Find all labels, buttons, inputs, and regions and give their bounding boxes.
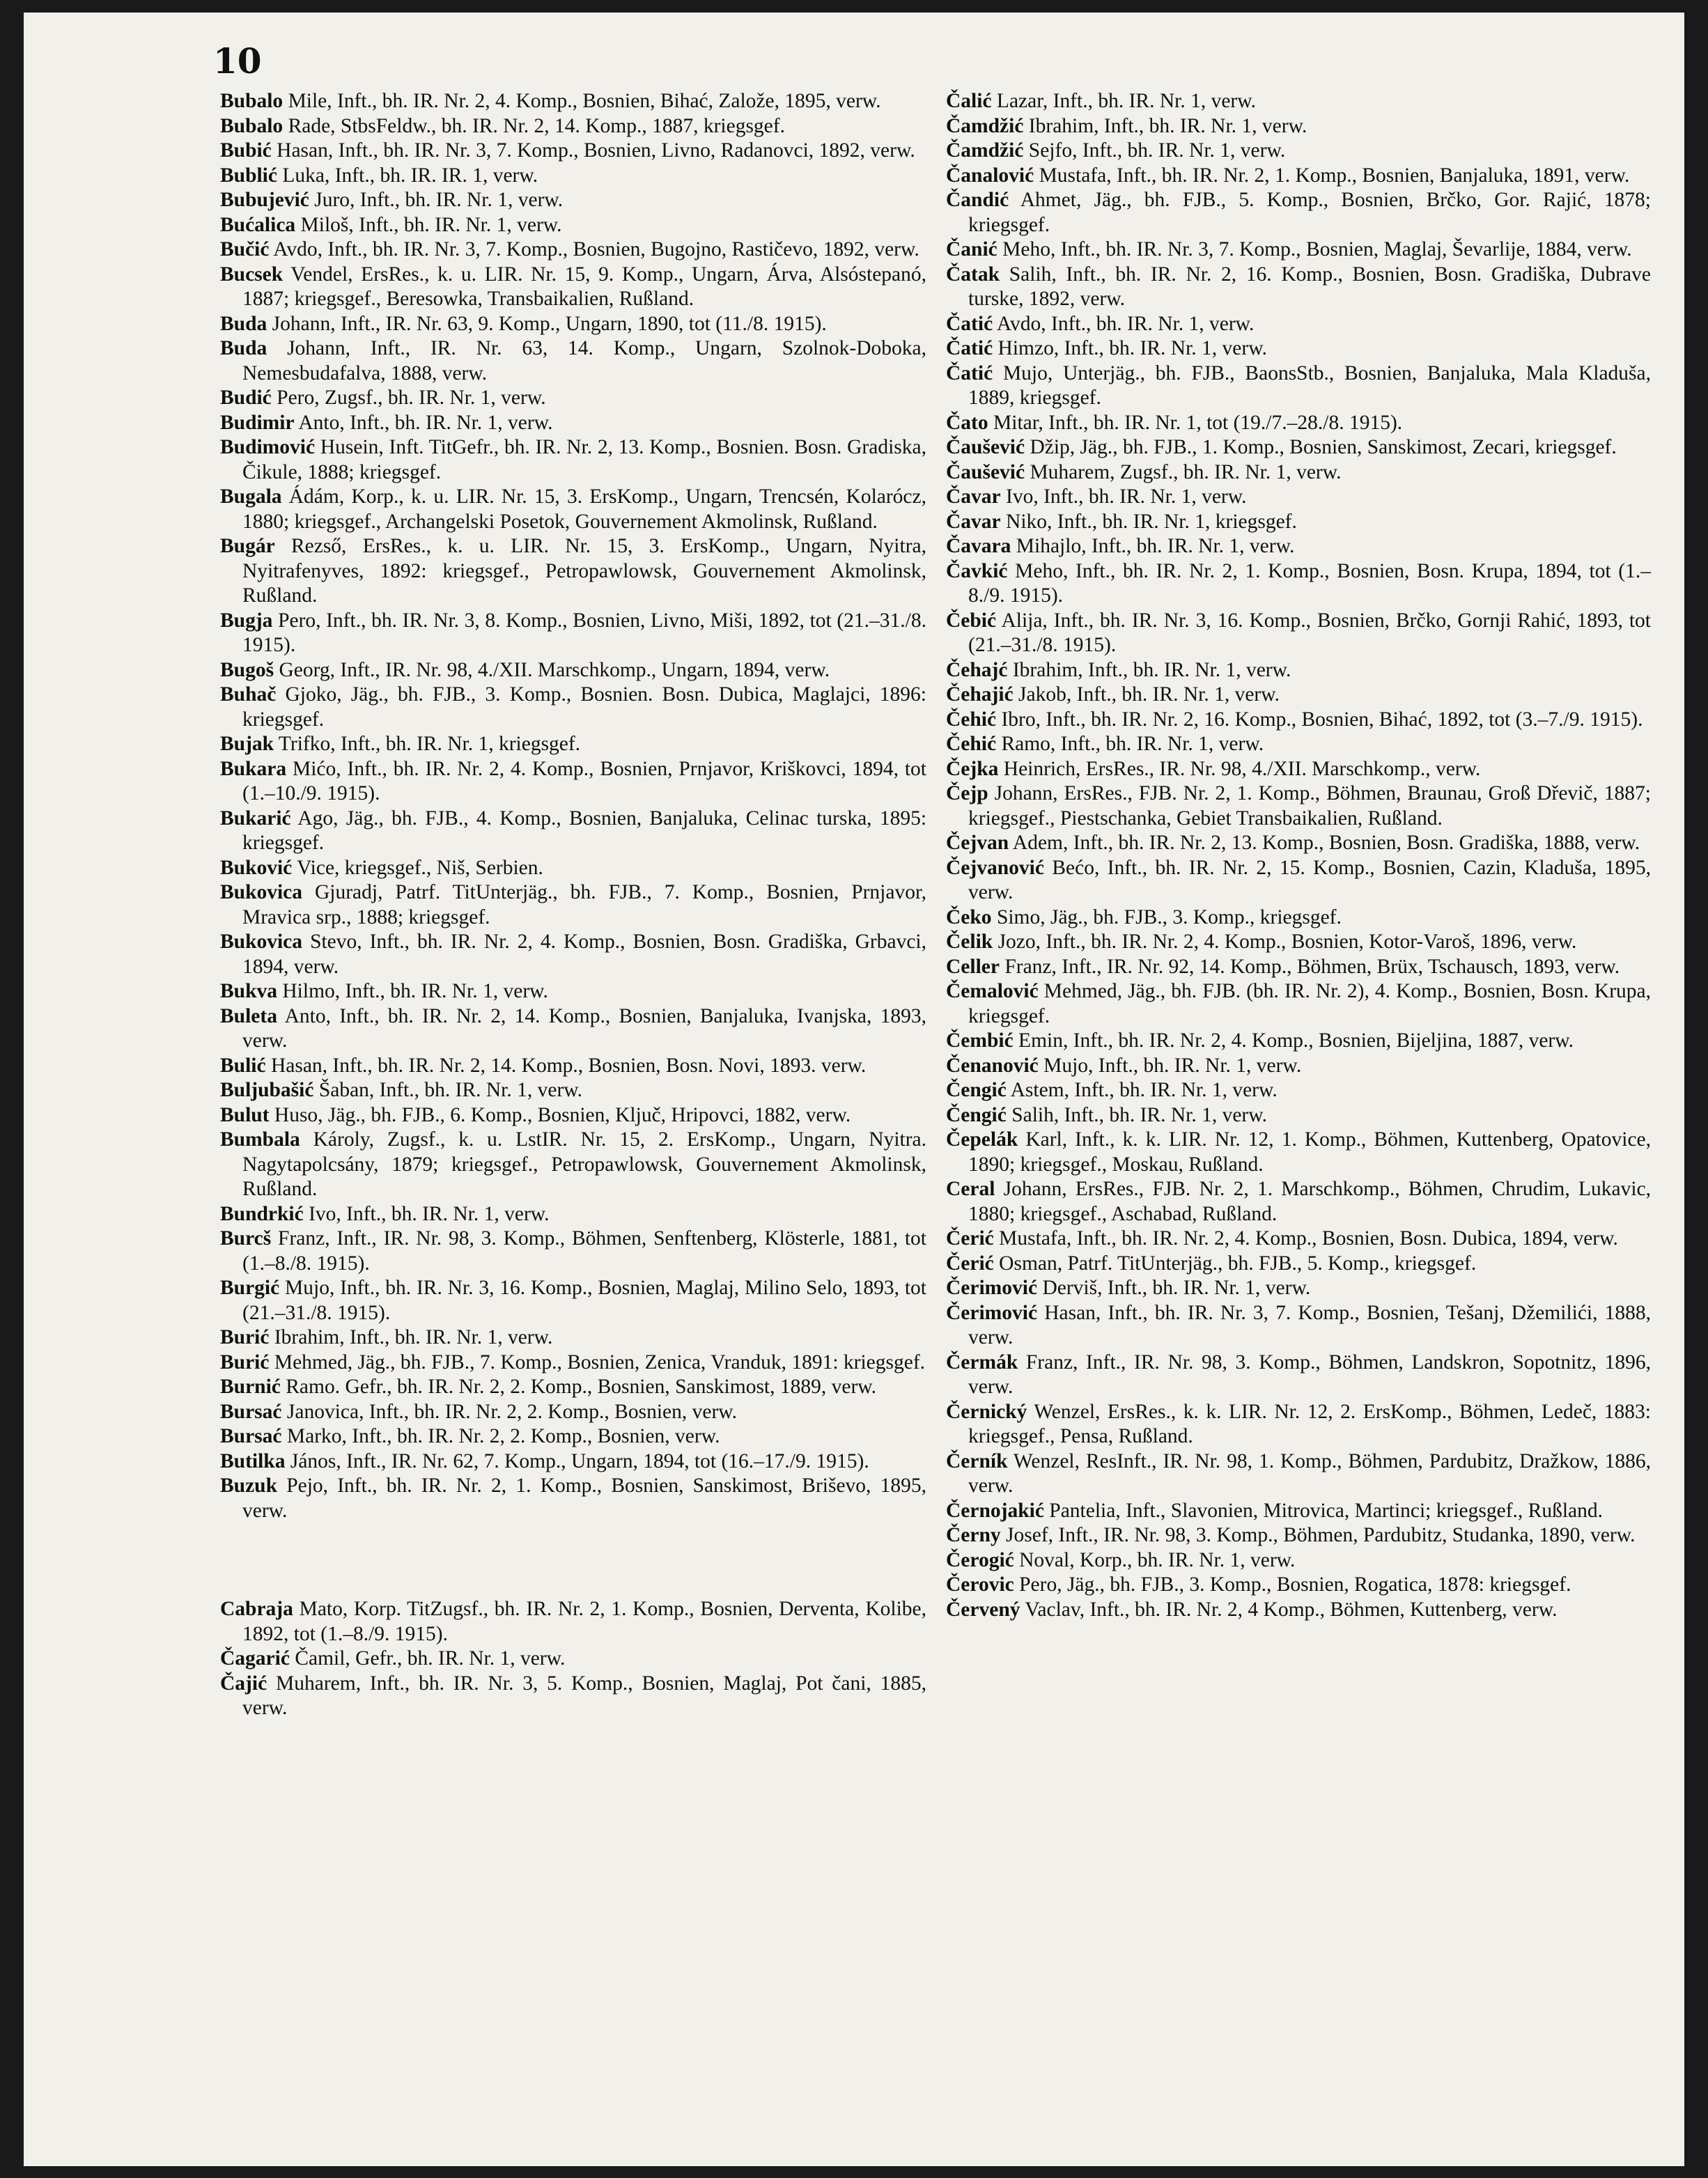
register-entry — [946, 1103, 1651, 1128]
entry-surname: Bugala — [220, 485, 282, 508]
entry-surname: Čebić — [946, 609, 997, 632]
register-entry — [220, 1375, 926, 1400]
entry-details: Vaclav, Inft., bh. IR. Nr. 2, 4 Komp., Böhmen, Kuttenberg, verw. — [1025, 1598, 1558, 1621]
entry-details: Rezső, ErsRes., k. u. LIR. Nr. 15, 3. ErsKomp., Ungarn, Nyitra, Nyitrafenyves, 1892: kriegsgef., Petropawlowsk, Gouvernement Akmolinsk, Rußland. — [242, 535, 926, 607]
entry-details: Ibrahim, Inft., bh. IR. Nr. 1, verw. — [1028, 114, 1307, 137]
entry-surname: Buzuk — [220, 1475, 277, 1497]
register-entry — [946, 238, 1651, 263]
entry-surname: Čejvan — [946, 832, 1009, 854]
entry-surname: Čatić — [946, 337, 993, 359]
register-entry — [220, 188, 926, 213]
register-entry — [946, 435, 1651, 460]
entry-surname: Bukarić — [220, 807, 291, 830]
register-entry — [946, 1054, 1651, 1079]
entry-details: Mićo, Inft., bh. IR. Nr. 2, 4. Komp., Bosnien, Prnjavor, Kriškovci, 1894, tot (1.–10./9. 1915). — [242, 757, 926, 804]
entry-details: Ago, Jäg., bh. FJB., 4. Komp., Bosnien, Banjaluka, Celinac turska, 1895: kriegsgef. — [242, 807, 927, 854]
register-entry — [220, 485, 926, 534]
entry-details: Ivo, Inft., bh. IR. Nr. 1, verw. — [1006, 485, 1247, 508]
entry-details: Mehmed, Jäg., bh. FJB., 7. Komp., Bosnien, Zenica, Vranduk, 1891: kriegsgef. — [274, 1351, 926, 1374]
entry-surname: Čavara — [946, 535, 1011, 557]
register-entry — [946, 485, 1651, 510]
entry-surname: Burcš — [220, 1227, 272, 1250]
entry-details: Karl, Inft., k. k. LIR. Nr. 12, 1. Komp., Böhmen, Kuttenberg, Opatovice, 1890; kriegsgef., Moskau, Rußland. — [968, 1128, 1652, 1176]
register-entry — [220, 411, 926, 436]
register-entry — [946, 708, 1651, 733]
entry-details: Vendel, ErsRes., k. u. LIR. Nr. 15, 9. Komp., Ungarn, Árva, Alsóstepanó, 1887; kriegsgef., Beresowka, Transbaikalien, Rußland. — [242, 263, 927, 310]
register-entry — [220, 386, 926, 411]
entry-surname: Bumbala — [220, 1128, 300, 1151]
entry-details: Bećo, Inft., bh. IR. Nr. 2, 15. Komp., Bosnien, Cazin, Kladuša, 1895, verw. — [968, 856, 1651, 903]
entry-details: Muharem, Zugsf., bh. IR. Nr. 1, verw. — [1030, 460, 1342, 483]
entry-surname: Budimir — [220, 411, 295, 434]
entry-details: Hasan, Inft., bh. IR. Nr. 2, 14. Komp., Bosnien, Bosn. Novi, 1893. verw. — [270, 1054, 867, 1077]
register-entry — [220, 139, 926, 164]
entry-details: Muharem, Inft., bh. IR. Nr. 3, 5. Komp., Bosnien, Maglaj, Pot čani, 1885, verw. — [242, 1672, 927, 1719]
register-entry — [946, 781, 1651, 831]
register-entry — [220, 757, 926, 807]
entry-details: Mustafa, Inft., bh. IR. Nr. 2, 4. Komp., Bosnien, Bosn. Dubica, 1894, verw. — [999, 1227, 1618, 1250]
register-entry — [220, 1004, 926, 1054]
register-entry — [220, 1449, 926, 1475]
register-entry — [220, 1202, 926, 1227]
entry-details: Marko, Inft., bh. IR. Nr. 2, 2. Komp., Bosnien, verw. — [286, 1425, 720, 1447]
register-entry — [220, 263, 926, 312]
entry-details: Avdo, Inft., bh. IR. Nr. 1, verw. — [996, 312, 1255, 335]
entry-details: Miloš, Inft., bh. IR. Nr. 1, verw. — [300, 213, 562, 236]
entry-surname: Čehajić — [946, 683, 1014, 706]
register-entry — [946, 1276, 1651, 1301]
register-entry — [946, 510, 1651, 535]
entry-details: Meho, Inft., bh. IR. Nr. 3, 7. Komp., Bosnien, Maglaj, Ševarlije, 1884, verw. — [1002, 238, 1632, 260]
entry-details: Huso, Jäg., bh. FJB., 6. Komp., Bosnien, Ključ, Hripovci, 1882, verw. — [274, 1103, 851, 1126]
entry-surname: Bukovica — [220, 881, 303, 903]
entry-details: János, Inft., IR. Nr. 62, 7. Komp., Ungarn, 1894, tot (16.–17./9. 1915). — [290, 1449, 869, 1472]
register-entry — [946, 1400, 1651, 1449]
register-entry — [946, 1029, 1651, 1054]
entry-details: Heinrich, ErsRes., IR. Nr. 98, 4./XII. Marschkomp., verw. — [1003, 757, 1481, 780]
entry-surname: Bugja — [220, 609, 273, 632]
entry-details: Wenzel, ErsRes., k. k. LIR. Nr. 12, 2. ErsKomp., Böhmen, Ledeč, 1883: kriegsgef., Pensa, Rußland. — [968, 1400, 1651, 1447]
entry-surname: Čemalović — [946, 980, 1039, 1002]
entry-details: Alija, Inft., bh. IR. Nr. 3, 16. Komp., Bosnien, Brčko, Gornji Rahić, 1893, tot (21.–31./8. 1915). — [968, 609, 1652, 656]
entry-surname: Buleta — [220, 1004, 277, 1027]
entry-surname: Černík — [946, 1449, 1008, 1472]
register-entry — [220, 213, 926, 238]
entry-surname: Čanić — [946, 238, 997, 260]
register-entry — [946, 905, 1651, 931]
entry-details: Ibrahim, Inft., bh. IR. Nr. 1, verw. — [274, 1326, 553, 1348]
register-entry — [220, 856, 926, 881]
register-entry — [946, 139, 1651, 164]
entry-surname: Čandić — [946, 189, 1009, 211]
entry-details: Johann, ErsRes., FJB. Nr. 2, 1. Komp., Böhmen, Braunau, Groß Dřevič, 1887; kriegsgef., Piestschanka, Gebiet Transbaikalien, Rußland. — [968, 782, 1651, 830]
register-entry — [220, 1474, 926, 1523]
register-entry — [220, 1078, 926, 1103]
register-entry — [220, 114, 926, 139]
register-entry — [220, 1672, 926, 1721]
entry-details: Mile, Inft., bh. IR. Nr. 2, 4. Komp., Bosnien, Bihać, Založe, 1895, verw. — [288, 90, 881, 112]
register-entry — [946, 1227, 1651, 1252]
entry-details: Pantelia, Inft., Slavonien, Mitrovica, Martinci; kriegsgef., Rußland. — [1049, 1499, 1603, 1522]
register-entry — [946, 1548, 1651, 1573]
register-entry — [220, 435, 926, 485]
register-entry — [220, 1128, 926, 1202]
register-entry — [946, 1523, 1651, 1548]
register-entry — [220, 1351, 926, 1376]
entry-surname: Bubujević — [220, 189, 309, 211]
entry-details: Franz, Inft., IR. Nr. 92, 14. Komp., Böhmen, Brüx, Tschausch, 1893, verw. — [1004, 955, 1620, 978]
register-entry — [946, 683, 1651, 708]
entry-surname: Čaušević — [946, 460, 1025, 483]
register-entry — [946, 336, 1651, 361]
register-entry — [220, 1103, 926, 1128]
entry-details: Gjoko, Jäg., bh. FJB., 3. Komp., Bosnien. Bosn. Dubica, Maglajci, 1896: kriegsgef. — [242, 683, 926, 731]
register-entry — [946, 312, 1651, 337]
entry-details: Pero, Inft., bh. IR. Nr. 3, 8. Komp., Bosnien, Livno, Miši, 1892, tot (21.–31./8. 1915). — [242, 609, 927, 656]
entry-details: Jakob, Inft., bh. IR. Nr. 1, verw. — [1018, 683, 1280, 706]
entry-surname: Čavar — [946, 485, 1001, 508]
section-gap — [220, 1523, 926, 1597]
entry-details: Trifko, Inft., bh. IR. Nr. 1, kriegsgef. — [278, 733, 581, 755]
register-entry — [220, 930, 926, 979]
entry-details: Osman, Patrf. TitUnterjäg., bh. FJB., 5. Komp., kriegsgef. — [999, 1252, 1477, 1275]
register-entry — [946, 955, 1651, 980]
entry-details: Johann, Inft., IR. Nr. 63, 9. Komp., Ungarn, 1890, tot (11./8. 1915). — [272, 312, 827, 335]
register-entry — [946, 1598, 1651, 1623]
entry-surname: Černojakić — [946, 1499, 1044, 1522]
entry-surname: Bulut — [220, 1103, 270, 1126]
entry-details: Adem, Inft., bh. IR. Nr. 2, 13. Komp., Bosnien, Bosn. Gradiška, 1888, verw. — [1012, 832, 1640, 854]
entry-details: Avdo, Inft., bh. IR. Nr. 3, 7. Komp., Bosnien, Bugojno, Rastičevo, 1892, verw. — [273, 238, 919, 260]
entry-details: Hasan, Inft., bh. IR. Nr. 3, 7. Komp., Bosnien, Livno, Radanovci, 1892, verw. — [277, 139, 915, 162]
register-entry — [220, 89, 926, 114]
entry-surname: Bugoš — [220, 658, 274, 681]
entry-details: Meho, Inft., bh. IR. Nr. 2, 1. Komp., Bosnien, Bosn. Krupa, 1894, tot (1.–8./9. 1915). — [968, 559, 1651, 607]
entry-details: Vice, kriegsgef., Niš, Serbien. — [297, 856, 543, 879]
entry-surname: Bućalica — [220, 213, 296, 236]
register-entry — [946, 1128, 1651, 1177]
entry-surname: Čalić — [946, 90, 992, 112]
entry-details: Ivo, Inft., bh. IR. Nr. 1, verw. — [309, 1202, 550, 1225]
entry-surname: Čatić — [946, 361, 993, 384]
register-entry — [946, 164, 1651, 189]
register-entry — [946, 361, 1651, 411]
register-entry — [220, 1647, 926, 1672]
entry-surname: Čerogić — [946, 1548, 1014, 1571]
register-entry — [946, 930, 1651, 955]
entry-details: Simo, Jäg., bh. FJB., 3. Komp., kriegsgef. — [996, 905, 1342, 928]
entry-surname: Čejvanović — [946, 856, 1044, 879]
entry-surname: Bublić — [220, 164, 277, 187]
entry-details: Josef, Inft., IR. Nr. 98, 3. Komp., Böhmen, Pardubitz, Studanka, 1890, verw. — [1006, 1524, 1636, 1546]
register-entry — [946, 658, 1651, 683]
entry-details: Luka, Inft., bh. IR. IR. 1, verw. — [282, 164, 538, 187]
register-entry — [220, 312, 926, 337]
entry-details: Mujo, Unterjäg., bh. FJB., BaonsStb., Bosnien, Banjaluka, Mala Kladuša, 1889, kriegsgef. — [968, 361, 1652, 409]
register-entry — [220, 658, 926, 683]
register-entry — [946, 831, 1651, 856]
entry-surname: Bursać — [220, 1400, 282, 1423]
register-entry — [220, 1400, 926, 1425]
register-entry — [946, 1449, 1651, 1499]
entry-details: Pejo, Inft., bh. IR. Nr. 2, 1. Komp., Bosnien, Sanskimost, Briševo, 1895, verw. — [242, 1475, 926, 1522]
right-column — [946, 89, 1651, 1622]
entry-details: Himzo, Inft., bh. IR. Nr. 1, verw. — [997, 337, 1267, 359]
entry-details: Džip, Jäg., bh. FJB., 1. Komp., Bosnien, Sanskimost, Zecari, kriegsgef. — [1030, 436, 1617, 458]
register-entry — [946, 856, 1651, 905]
entry-surname: Burić — [220, 1326, 270, 1348]
register-entry — [946, 757, 1651, 782]
entry-surname: Buda — [220, 337, 267, 359]
register-entry — [220, 1597, 926, 1647]
entry-details: Niko, Inft., bh. IR. Nr. 1, kriegsgef. — [1006, 510, 1297, 533]
entry-surname: Čejka — [946, 757, 999, 780]
entry-details: Anto, Inft., bh. IR. Nr. 2, 14. Komp., Bosnien, Banjaluka, Ivanjska, 1893, verw. — [242, 1004, 927, 1052]
entry-details: Gjuradj, Patrf. TitUnterjäg., bh. FJB., 7. Komp., Bosnien, Prnjavor, Mravica srp., 1888; kriegsgef. — [242, 881, 926, 928]
entry-surname: Čanalović — [946, 164, 1034, 187]
register-entry — [220, 336, 926, 386]
entry-surname: Čerić — [946, 1227, 994, 1250]
entry-details: Astem, Inft., bh. IR. Nr. 1, verw. — [1010, 1079, 1278, 1101]
entry-surname: Budimović — [220, 436, 316, 458]
entry-details: Wenzel, ResInft., IR. Nr. 98, 1. Komp., Böhmen, Pardubitz, Dražkow, 1886, verw. — [968, 1449, 1652, 1497]
entry-details: Noval, Korp., bh. IR. Nr. 1, verw. — [1019, 1548, 1296, 1571]
entry-details: Derviš, Inft., bh. IR. Nr. 1, verw. — [1042, 1277, 1311, 1299]
entry-surname: Čavar — [946, 510, 1001, 533]
entry-details: Mihajlo, Inft., bh. IR. Nr. 1, verw. — [1016, 535, 1295, 557]
register-entry — [220, 880, 926, 930]
register-entry — [946, 460, 1651, 485]
entry-surname: Červený — [946, 1598, 1020, 1621]
entry-details: Hasan, Inft., bh. IR. Nr. 3, 7. Komp., Bosnien, Tešanj, Džemilići, 1888, verw. — [968, 1301, 1652, 1348]
register-entry — [946, 609, 1651, 658]
register-entry — [220, 1325, 926, 1351]
entry-details: Pero, Zugsf., bh. IR. Nr. 1, verw. — [277, 387, 546, 409]
entry-surname: Bugár — [220, 535, 275, 557]
register-entry — [220, 609, 926, 658]
entry-details: Mujo, Inft., bh. IR. Nr. 3, 16. Komp., Bosnien, Maglaj, Milino Selo, 1893, tot (21.–31./8. 1915). — [242, 1277, 926, 1324]
entry-surname: Bubalo — [220, 114, 284, 137]
register-entry — [220, 238, 926, 263]
entry-surname: Čerimović — [946, 1277, 1038, 1299]
entry-details: Jozo, Inft., bh. IR. Nr. 2, 4. Komp., Bosnien, Kotor-Varoš, 1896, verw. — [997, 931, 1577, 953]
register-entry — [946, 1301, 1651, 1351]
register-entry — [946, 89, 1651, 114]
register-entry — [946, 559, 1651, 609]
entry-surname: Burnić — [220, 1376, 281, 1398]
entry-surname: Buhač — [220, 683, 277, 706]
entry-details: Pero, Jäg., bh. FJB., 3. Komp., Bosnien, Rogatica, 1878: kriegsgef. — [1019, 1573, 1571, 1596]
entry-details: Mustafa, Inft., bh. IR. Nr. 2, 1. Komp., Bosnien, Banjaluka, 1891, verw. — [1039, 164, 1630, 187]
entry-surname: Čerić — [946, 1252, 994, 1275]
entry-details: Stevo, Inft., bh. IR. Nr. 2, 4. Komp., Bosnien, Bosn. Gradiška, Grbavci, 1894, verw. — [242, 931, 926, 978]
entry-surname: Čepelák — [946, 1128, 1018, 1151]
entry-surname: Bukovica — [220, 931, 303, 953]
entry-surname: Čajić — [220, 1672, 267, 1695]
register-entry — [946, 979, 1651, 1029]
entry-details: Mujo, Inft., bh. IR. Nr. 1, verw. — [1043, 1054, 1302, 1077]
register-entry — [946, 188, 1651, 238]
register-entry — [220, 534, 926, 609]
entry-surname: Čerovic — [946, 1573, 1014, 1596]
entry-details: Franz, Inft., IR. Nr. 98, 3. Komp., Böhmen, Landskron, Sopotnitz, 1896, verw. — [968, 1351, 1652, 1398]
entry-details: Sejfo, Inft., bh. IR. Nr. 1, verw. — [1028, 139, 1286, 162]
register-entry — [220, 732, 926, 757]
entry-surname: Bubalo — [220, 90, 284, 112]
entry-surname: Bursać — [220, 1425, 282, 1447]
entry-surname: Bujak — [220, 733, 274, 755]
page-number: 10 — [213, 40, 262, 81]
entry-surname: Čejp — [946, 782, 988, 804]
register-entry — [946, 114, 1651, 139]
entry-details: Emin, Inft., bh. IR. Nr. 2, 4. Komp., Bosnien, Bijeljina, 1887, verw. — [1018, 1029, 1574, 1052]
entry-surname: Buljubašić — [220, 1079, 314, 1101]
register-entry — [220, 1276, 926, 1325]
entry-details: Károly, Zugsf., k. u. LstIR. Nr. 15, 2. ErsKomp., Ungarn, Nyitra. Nagytapolcsány, 1879; kriegsgef., Petropawlowsk, Gouvernement Akmolinsk, Rußland. — [242, 1128, 927, 1200]
entry-surname: Čerimović — [946, 1301, 1038, 1324]
entry-details: Ahmet, Jäg., bh. FJB., 5. Komp., Bosnien, Brčko, Gor. Rajić, 1878; kriegsgef. — [968, 189, 1651, 236]
entry-surname: Celler — [946, 955, 1000, 978]
register-entry — [220, 164, 926, 189]
entry-details: Anto, Inft., bh. IR. Nr. 1, verw. — [298, 411, 553, 434]
register-entry — [220, 979, 926, 1004]
register-entry — [946, 263, 1651, 312]
register-entry — [946, 1252, 1651, 1277]
entry-surname: Černy — [946, 1524, 1001, 1546]
entry-surname: Čehić — [946, 733, 997, 755]
entry-details: Janovica, Inft., bh. IR. Nr. 2, 2. Komp., Bosnien, verw. — [286, 1400, 738, 1423]
entry-surname: Čengić — [946, 1103, 1007, 1126]
entry-surname: Čenanović — [946, 1054, 1039, 1077]
entry-details: Hilmo, Inft., bh. IR. Nr. 1, verw. — [282, 980, 548, 1002]
entry-surname: Butilka — [220, 1449, 286, 1472]
entry-surname: Čeko — [946, 905, 992, 928]
entry-surname: Cabraja — [220, 1598, 293, 1620]
entry-details: Franz, Inft., IR. Nr. 98, 3. Komp., Böhmen, Senftenberg, Klösterle, 1881, tot (1.–8./8. 1915). — [242, 1227, 927, 1275]
entry-surname: Bucsek — [220, 263, 284, 286]
entry-details: Čamil, Gefr., bh. IR. Nr. 1, verw. — [295, 1647, 566, 1670]
entry-surname: Bubić — [220, 139, 272, 162]
register-entry — [946, 1351, 1651, 1400]
entry-details: Juro, Inft., bh. IR. Nr. 1, verw. — [314, 189, 564, 211]
entry-details: Mato, Korp. TitZugsf., bh. IR. Nr. 2, 1. Komp., Bosnien, Derventa, Kolibe, 1892, tot (1.–8./9. 1915). — [242, 1598, 927, 1645]
entry-surname: Čehić — [946, 708, 997, 731]
entry-surname: Čavkić — [946, 559, 1008, 582]
entry-surname: Bundrkić — [220, 1202, 304, 1225]
entry-details: Johann, ErsRes., FJB. Nr. 2, 1. Marschkomp., Böhmen, Chrudim, Lukavic, 1880; kriegsgef., Aschabad, Rußland. — [968, 1178, 1651, 1225]
entry-surname: Bučić — [220, 238, 270, 260]
register-entry — [946, 732, 1651, 757]
entry-surname: Čatić — [946, 312, 993, 335]
entry-details: Ádám, Korp., k. u. LIR. Nr. 15, 3. ErsKomp., Ungarn, Trencsén, Kolarócz, 1880; kriegsgef., Archangelski Posetok, Gouvernement Akmolinsk, Rußland. — [242, 485, 926, 533]
register-entry — [220, 1227, 926, 1276]
entry-surname: Burić — [220, 1351, 270, 1374]
entry-surname: Čermák — [946, 1351, 1018, 1374]
register-entry — [220, 807, 926, 856]
entry-details: Ibro, Inft., bh. IR. Nr. 2, 16. Komp., Bosnien, Bihać, 1892, tot (3.–7./9. 1915). — [1001, 708, 1643, 731]
entry-details: Salih, Inft., bh. IR. Nr. 2, 16. Komp., Bosnien, Bosn. Gradiška, Dubrave turske, 1892, verw. — [968, 263, 1651, 310]
entry-details: Georg, Inft., IR. Nr. 98, 4./XII. Marschkomp., Ungarn, 1894, verw. — [279, 658, 830, 681]
entry-details: Lazar, Inft., bh. IR. Nr. 1, verw. — [996, 90, 1257, 112]
entry-surname: Burgić — [220, 1277, 280, 1299]
entry-surname: Čatak — [946, 263, 1000, 286]
entry-surname: Čamdžić — [946, 114, 1024, 137]
entry-details: Ramo. Gefr., bh. IR. Nr. 2, 2. Komp., Bosnien, Sanskimost, 1889, verw. — [286, 1376, 877, 1398]
register-entry — [220, 1054, 926, 1079]
register-entry — [946, 1177, 1651, 1227]
entry-surname: Čagarić — [220, 1647, 290, 1670]
entry-details: Rade, StbsFeldw., bh. IR. Nr. 2, 14. Komp., 1887, kriegsgef. — [288, 114, 785, 137]
entry-details: Ramo, Inft., bh. IR. Nr. 1, verw. — [1001, 733, 1264, 755]
register-entry — [220, 1424, 926, 1449]
left-column — [220, 89, 926, 1721]
register-entry — [946, 1499, 1651, 1524]
entry-surname: Čaušević — [946, 436, 1025, 458]
entry-details: Šaban, Inft., bh. IR. Nr. 1, verw. — [318, 1079, 583, 1101]
entry-surname: Čato — [946, 411, 988, 434]
register-entry — [946, 534, 1651, 559]
entry-surname: Buković — [220, 856, 293, 879]
register-entry — [946, 1573, 1651, 1598]
entry-details: Salih, Inft., bh. IR. Nr. 1, verw. — [1011, 1103, 1268, 1126]
entry-surname: Černický — [946, 1400, 1027, 1423]
entry-surname: Buda — [220, 312, 267, 335]
entry-details: Ibrahim, Inft., bh. IR. Nr. 1, verw. — [1012, 658, 1291, 681]
entry-details: Mitar, Inft., bh. IR. Nr. 1, tot (19./7.–28./8. 1915). — [993, 411, 1403, 434]
register-entry — [946, 411, 1651, 436]
entry-surname: Bukara — [220, 757, 287, 780]
register-entry — [946, 1078, 1651, 1103]
document-page — [24, 13, 1684, 2166]
entry-surname: Čengić — [946, 1079, 1007, 1101]
entry-surname: Čembić — [946, 1029, 1014, 1052]
entry-details: Mehmed, Jäg., bh. FJB. (bh. IR. Nr. 2), 4. Komp., Bosnien, Bosn. Krupa, kriegsgef. — [968, 980, 1651, 1027]
entry-surname: Čehajć — [946, 658, 1008, 681]
register-entry — [220, 683, 926, 732]
entry-surname: Ceral — [946, 1178, 995, 1200]
entry-surname: Budić — [220, 387, 272, 409]
entry-details: Johann, Inft., IR. Nr. 63, 14. Komp., Ungarn, Szolnok-Doboka, Nemesbudafalva, 1888, verw. — [242, 337, 926, 384]
entry-details: Husein, Inft. TitGefr., bh. IR. Nr. 2, 13. Komp., Bosnien. Bosn. Gradiska, Čikule, 1888; kriegsgef. — [242, 436, 926, 483]
entry-surname: Čamdžić — [946, 139, 1024, 162]
entry-surname: Bukva — [220, 980, 277, 1002]
entry-surname: Čelik — [946, 931, 993, 953]
entry-surname: Bulić — [220, 1054, 266, 1077]
